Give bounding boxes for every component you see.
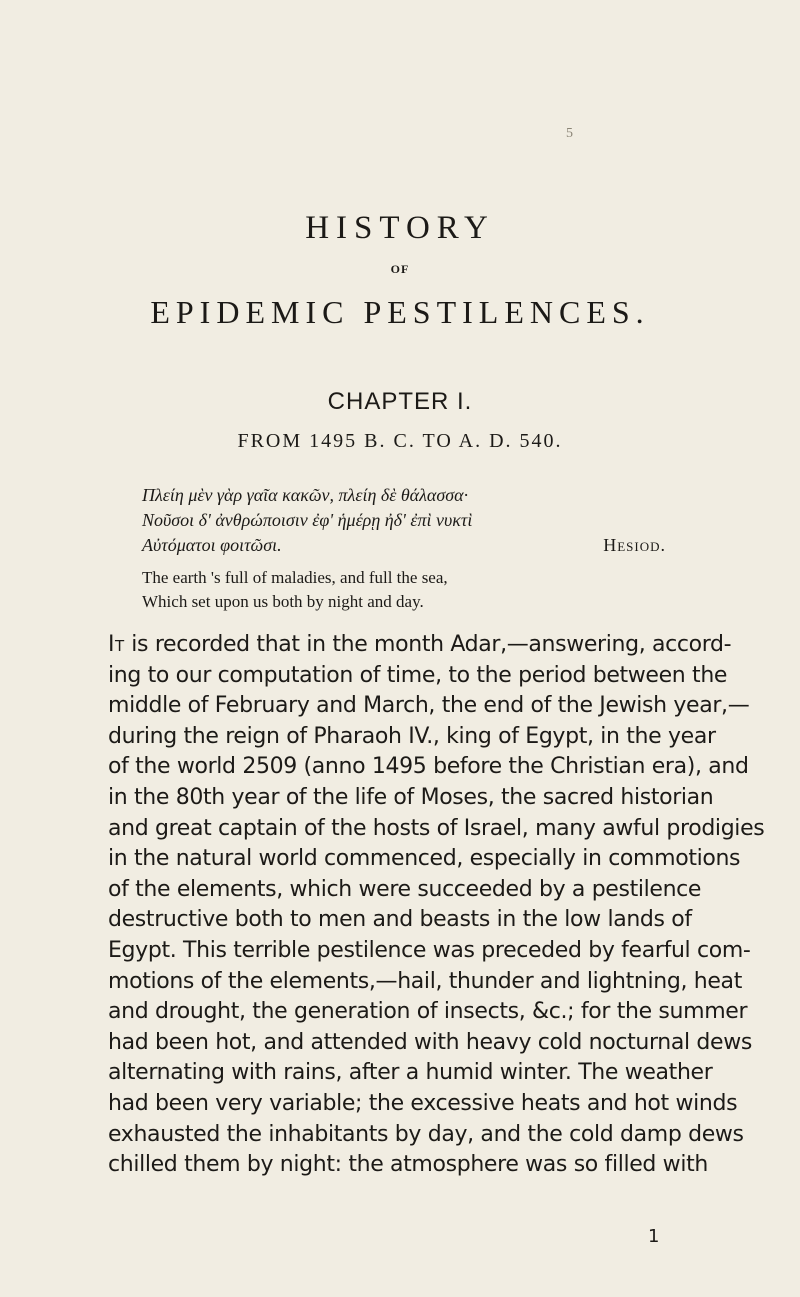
page-subtitle: EPIDEMIC PESTILENCES. <box>150 294 650 330</box>
epigraph-line: Πλείη μὲν γὰρ γαῖα κακῶν, πλείη δὲ θάλασσα· <box>142 485 469 505</box>
body-line: of the world 2509 (anno 1495 before the Christian era), and <box>108 754 749 780</box>
body-line: had been hot, and attended with heavy cold nocturnal dews <box>108 1029 752 1055</box>
chapter-heading: CHAPTER I. <box>327 388 473 415</box>
chapter-date-range: FROM 1495 B. C. TO A. D. 540. <box>237 430 563 452</box>
translation-line: Which set upon us both by night and day. <box>142 592 424 611</box>
drop-word: It <box>108 632 125 657</box>
epigraph-translation <box>142 566 662 614</box>
body-line: exhausted the inhabitants by day, and the cold damp dews <box>108 1121 744 1147</box>
body-line: alternating with rains, after a humid winter. The weather <box>108 1060 713 1086</box>
body-line: and drought, the generation of insects, &c.; for the summer <box>108 999 748 1025</box>
body-line: It is recorded that in the month Adar,—answering, accord- <box>108 632 732 657</box>
body-line: and great captain of the hosts of Israel, many awful prodigies <box>108 815 765 841</box>
epigraph-greek <box>142 483 666 558</box>
epigraph-attribution: Hesiod. <box>603 535 666 555</box>
body-line: motions of the elements,—hail, thunder and lightning, heat <box>108 968 742 994</box>
body-line: middle of February and March, the end of the Jewish year,— <box>108 693 750 719</box>
page-number: 1 <box>648 1226 660 1247</box>
body-line: destructive both to men and beasts in the low lands of <box>108 907 692 933</box>
epigraph-line: Νοῦσοι δ' ἀνθρώποισιν ἐφ' ἡμέρῃ ἠδ' ἐπὶ νυκτὶ <box>142 510 473 530</box>
body-line: chilled them by night: the atmosphere was so filled with <box>108 1152 708 1178</box>
page-title: HISTORY <box>305 210 495 246</box>
body-line: of the elements, which were succeeded by a pestilence <box>108 876 702 902</box>
body-line: in the natural world commenced, especially in commotions <box>108 846 741 872</box>
body-paragraph <box>108 630 765 1181</box>
body-line: ing to our computation of time, to the period between the <box>108 662 728 688</box>
translation-line: The earth 's full of maladies, and full the sea, <box>142 568 448 587</box>
title-connector: OF <box>390 262 410 276</box>
epigraph-line-with-attribution <box>142 533 666 558</box>
body-line: in the 80th year of the life of Moses, the sacred historian <box>108 784 714 810</box>
body-line: during the reign of Pharaoh IV., king of Egypt, in the year <box>108 723 716 749</box>
corner-mark: 5 <box>566 126 573 141</box>
body-line: Egypt. This terrible pestilence was preceded by fearful com- <box>108 937 751 963</box>
epigraph-line: Αὐτόματοι φοιτῶσι. <box>142 535 282 555</box>
body-line: had been very variable; the excessive heats and hot winds <box>108 1090 738 1116</box>
